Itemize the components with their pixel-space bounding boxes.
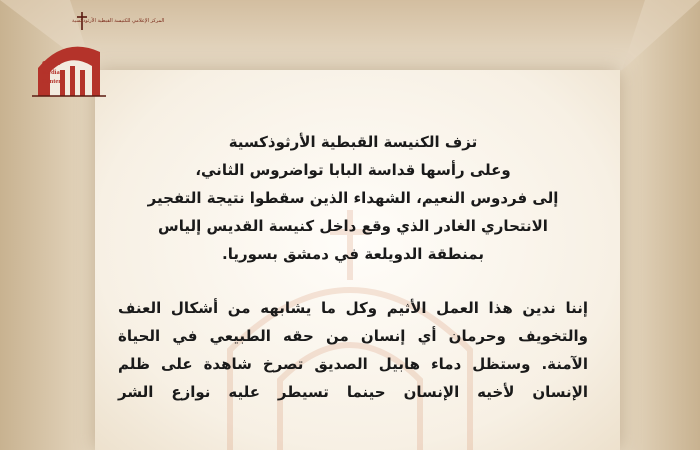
coptic-media-center-logo [20,8,165,103]
statement-line: إننا ندين هذا العمل الأثيم وكل ما يشابهه من أشكال العنف [118,299,588,317]
logo-arabic-text: المركز الإعلامي للكنيسة القبطية الأرثوذكسية [72,18,165,24]
statement-line: تزف الكنيسة القبطية الأرثوذكسية [228,133,478,151]
logo-label-line: Media [42,69,60,76]
frame-right-edge [620,0,700,450]
statement-line: الإنسان لأخيه الإنسان حينما تسيطر عليه نوازع الشر [118,383,588,401]
frame-top-edge [70,0,645,70]
logo-label-line: Coptic [42,60,61,67]
logo-label-line: Center [42,78,62,85]
statement-line: والتخويف وحرمان أي إنسان من حقه الطبيعي في الحياة [118,327,588,345]
statement-line: الانتحاري الغادر الذي وقع داخل كنيسة القديس إلياس [158,217,548,235]
statement-line: وعلى رأسها قداسة البابا تواضروس الثاني، [195,161,511,179]
statement-text [118,128,588,406]
statement-line: إلى فردوس النعيم، الشهداء الذين سقطوا نتيجة التفجير [147,189,559,207]
statement-paragraph-2 [118,294,588,406]
statement-line: بمنطقة الدويلعة في دمشق بسوريا. [222,245,484,263]
statement-paragraph-1 [118,128,588,268]
statement-line: الآمنة. وستظل دماء هابيل الصديق تصرخ شاهدة على ظلم [118,355,588,373]
